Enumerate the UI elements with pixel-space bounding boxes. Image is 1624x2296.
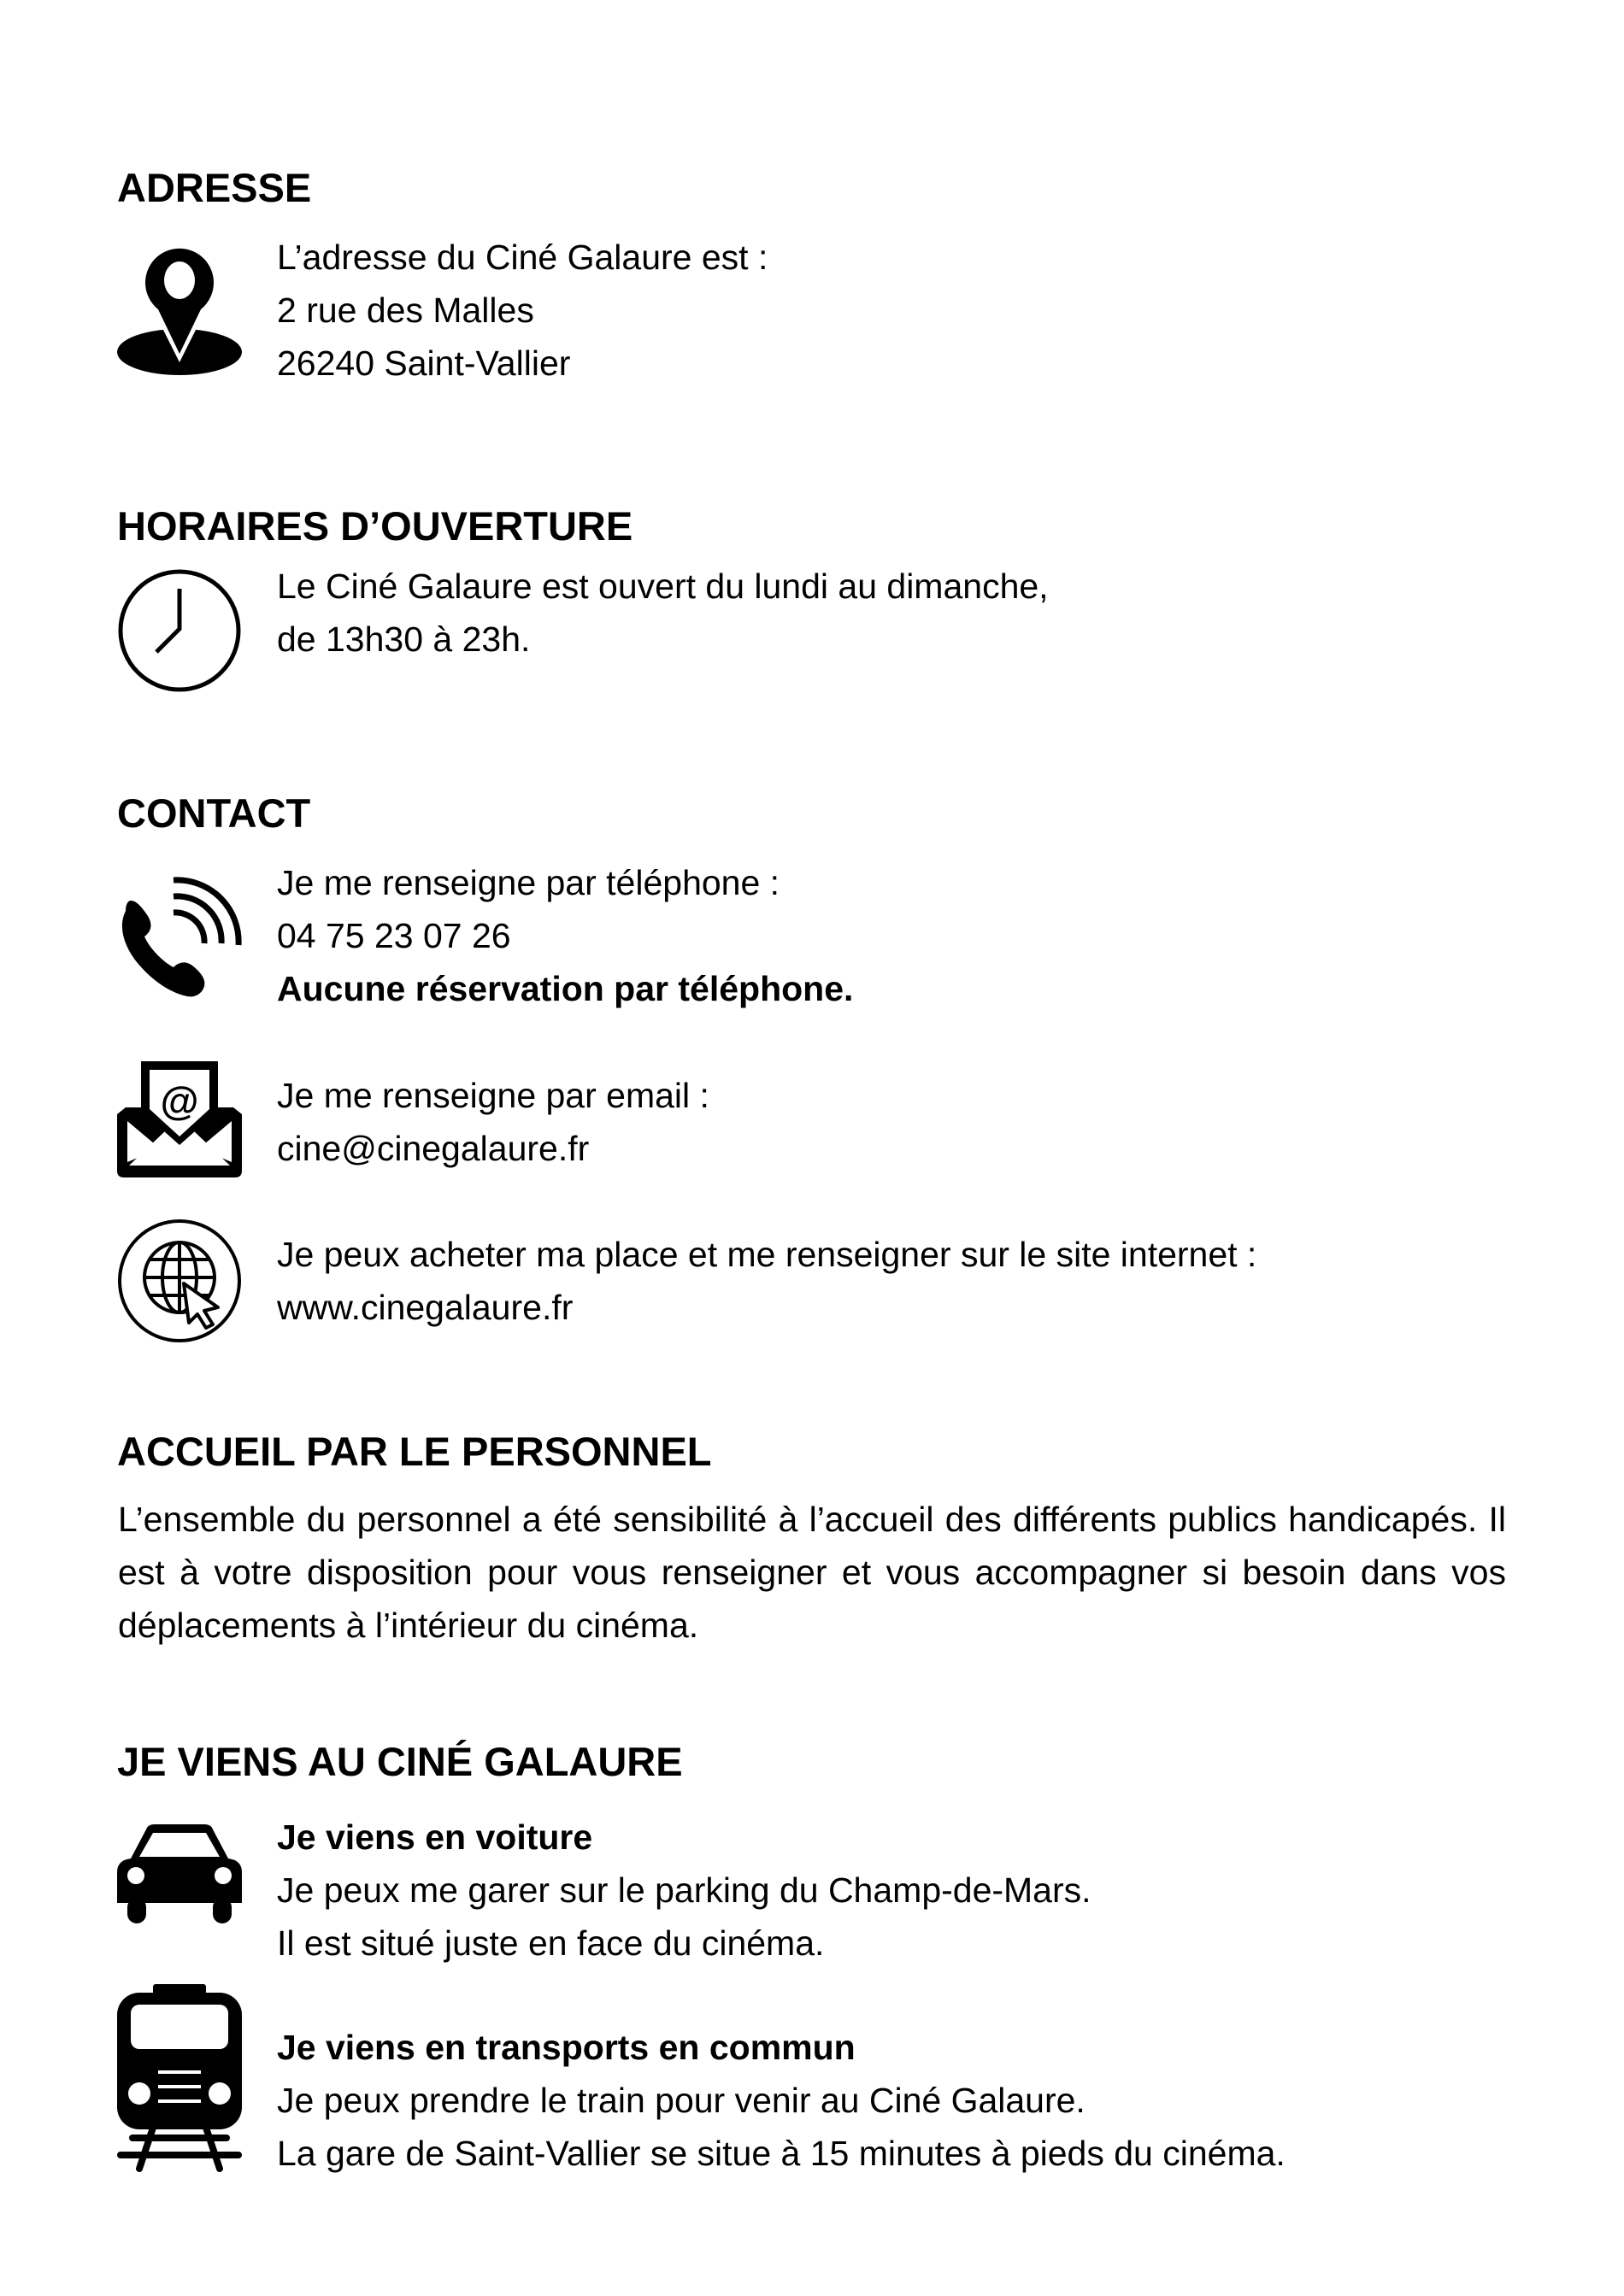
phone-text xyxy=(277,856,853,1015)
globe-cursor-icon xyxy=(117,1218,242,1343)
train-icon xyxy=(117,1984,242,2172)
car-text xyxy=(277,1811,1091,1970)
phone-number[interactable]: 04 75 23 07 26 xyxy=(277,916,511,955)
svg-text:@: @ xyxy=(160,1078,199,1123)
web-intro: Je peux acheter ma place et me renseigner sur le site internet : xyxy=(277,1235,1257,1274)
section-title-accueil: ACCUEIL PAR LE PERSONNEL xyxy=(117,1429,712,1474)
web-url[interactable]: www.cinegalaure.fr xyxy=(277,1288,574,1327)
car-icon xyxy=(117,1823,242,1923)
phone-note: Aucune réservation par téléphone. xyxy=(277,969,854,1008)
address-line: L’adresse du Ciné Galaure est : xyxy=(277,238,768,277)
hours-days: Le Ciné Galaure est ouvert du lundi au dimanche, xyxy=(277,567,1049,606)
email-envelope-icon xyxy=(117,1060,242,1179)
car-line: Je peux me garer sur le parking du Champ-de-Mars. xyxy=(277,1870,1091,1910)
section-title-contact: CONTACT xyxy=(117,790,311,836)
web-text xyxy=(277,1228,1256,1334)
hours-text xyxy=(277,560,1049,666)
phone-icon xyxy=(117,873,242,998)
map-pin-icon xyxy=(117,241,242,378)
phone-intro: Je me renseigne par téléphone : xyxy=(277,863,780,902)
accueil-paragraph: L’ensemble du personnel a été sensibilité à l’accueil des différents publics handicapés. Il est à votre disposition pour vous renseigner et vous accompagner si besoin dans vos déplacements à l’intérieur du cinéma. xyxy=(118,1500,1506,1645)
car-title: Je viens en voiture xyxy=(277,1817,593,1857)
email-address[interactable]: cine@cinegalaure.fr xyxy=(277,1129,590,1168)
train-line: Je peux prendre le train pour venir au Ciné Galaure. xyxy=(277,2081,1086,2120)
clock-icon xyxy=(117,568,242,693)
email-text xyxy=(277,1069,709,1175)
train-line: La gare de Saint-Vallier se situe à 15 minutes à pieds du cinéma. xyxy=(277,2134,1286,2173)
train-title: Je viens en transports en commun xyxy=(277,2028,856,2067)
address-street: 2 rue des Malles xyxy=(277,291,534,330)
section-title-acces: JE VIENS AU CINÉ GALAURE xyxy=(117,1739,683,1784)
train-text xyxy=(277,2021,1286,2180)
car-line: Il est situé juste en face du cinéma. xyxy=(277,1923,825,1963)
section-title-horaires: HORAIRES D’OUVERTURE xyxy=(117,503,633,549)
section-title-adresse: ADRESSE xyxy=(117,165,312,210)
hours-times: de 13h30 à 23h. xyxy=(277,620,531,659)
address-text xyxy=(277,231,768,390)
email-intro: Je me renseigne par email : xyxy=(277,1076,709,1115)
address-city: 26240 Saint-Vallier xyxy=(277,344,571,383)
